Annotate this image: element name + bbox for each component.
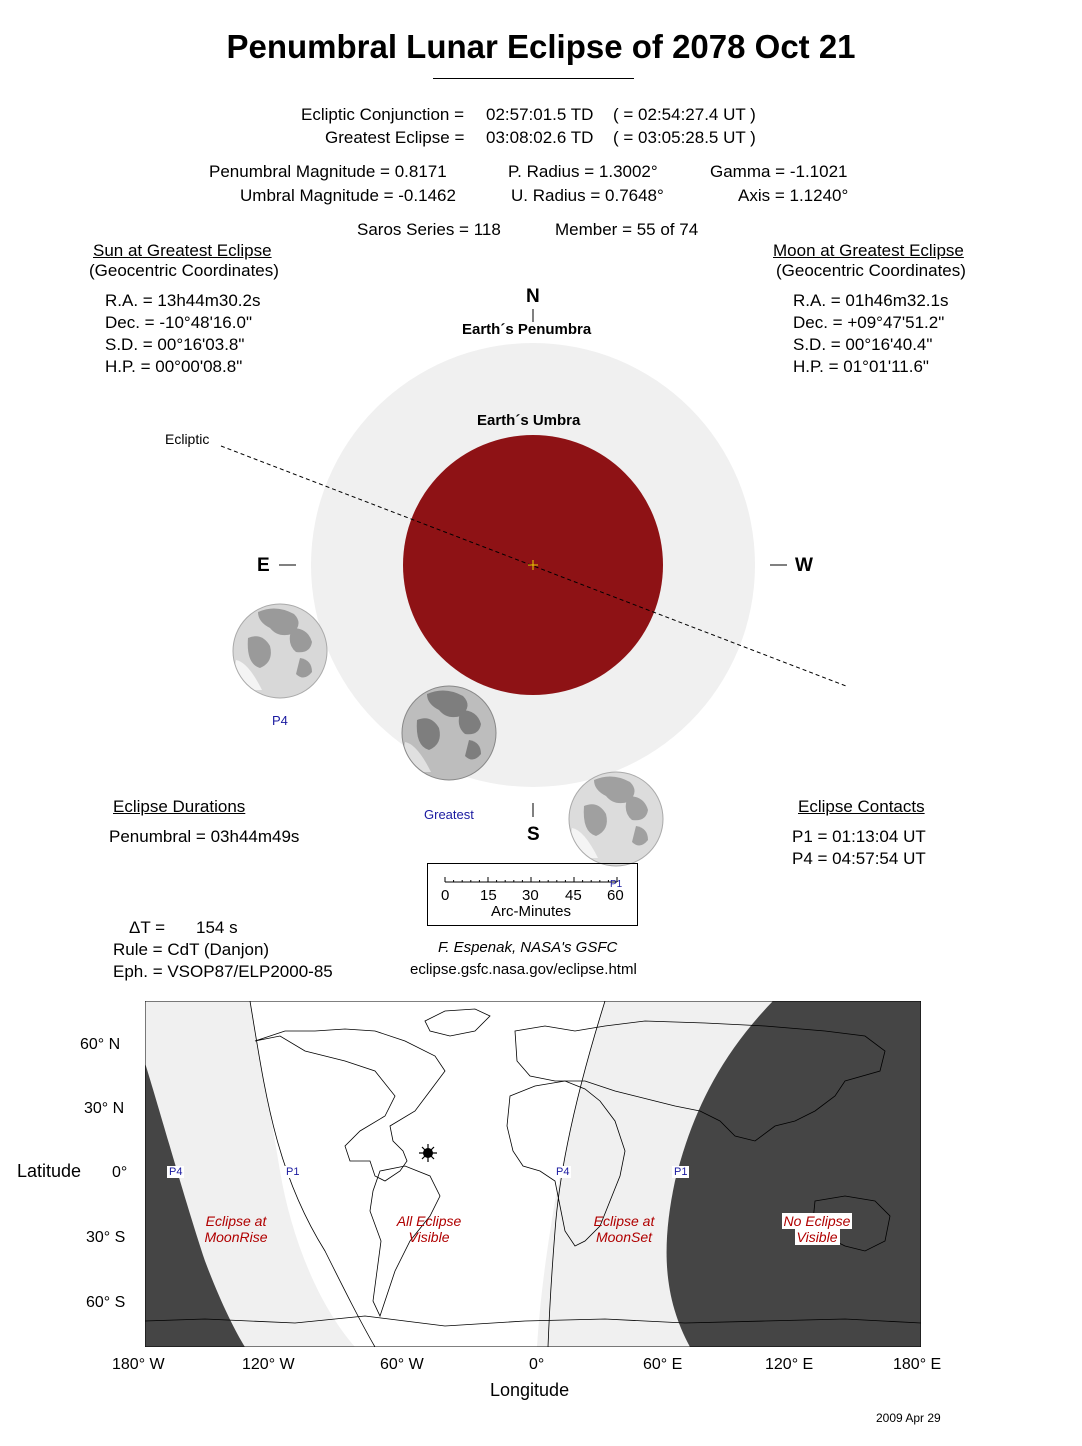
map-p4-west: P4 [169, 1166, 183, 1178]
sun-heading: Sun at Greatest Eclipse [93, 241, 272, 260]
contact-p1: P1 = 01:13:04 UT [792, 827, 926, 846]
lon-tick-60w: 60° W [380, 1356, 424, 1373]
moon-sd: S.D. = 00°16'40.4" [793, 335, 933, 354]
umbral-magnitude: Umbral Magnitude = -0.1462 [240, 186, 456, 205]
scale-tick-60: 60 [607, 887, 624, 904]
zone-label-moonset: Eclipse at MoonSet [593, 1213, 655, 1245]
scale-box [427, 863, 638, 926]
lon-tick-120e: 120° E [765, 1356, 814, 1373]
durations-heading: Eclipse Durations [113, 797, 246, 816]
lon-tick-120w: 120° W [242, 1356, 295, 1373]
map-p4-east: P4 [556, 1166, 570, 1178]
conjunction-label: Ecliptic Conjunction = [301, 105, 465, 124]
scale-label: Arc-Minutes [491, 903, 572, 920]
axis: Axis = 1.1240° [738, 186, 849, 205]
map-xlabel: Longitude [490, 1380, 570, 1400]
lat-tick-30s: 30° S [86, 1229, 126, 1246]
lat-tick-0: 0° [112, 1164, 128, 1181]
scale-tick-15: 15 [480, 887, 497, 904]
zone-label-none: No Eclipse Visible [783, 1213, 851, 1245]
scale-tick-45: 45 [565, 887, 582, 904]
lon-tick-0: 0° [529, 1356, 545, 1373]
sun-subheading: (Geocentric Coordinates) [89, 261, 279, 280]
delta-t-value: 154 s [196, 918, 238, 937]
moon-heading: Moon at Greatest Eclipse [773, 241, 964, 260]
penumbra-label: Earth´s Penumbra [462, 321, 592, 338]
lon-tick-180w: 180° W [112, 1356, 165, 1373]
greatest-td: 03:08:02.6 TD [486, 128, 594, 147]
conjunction-td: 02:57:01.5 TD [486, 105, 594, 124]
moon-hp: H.P. = 01°01'11.6" [793, 357, 929, 376]
lat-tick-30n: 30° N [84, 1100, 125, 1117]
moon-ra: R.A. = 01h46m32.1s [793, 291, 949, 310]
zone-label-visible: All Eclipse Visible [396, 1213, 462, 1245]
penumbral-duration: Penumbral = 03h44m49s [109, 827, 300, 846]
lon-tick-180e: 180° E [893, 1356, 942, 1373]
title-underline [433, 78, 634, 79]
map-p1-east: P1 [674, 1166, 688, 1178]
moon-p1 [568, 772, 663, 866]
generation-date: 2009 Apr 29 [876, 1411, 941, 1425]
sun-sd: S.D. = 00°16'03.8" [105, 335, 245, 354]
sun-ra: R.A. = 13h44m30.2s [105, 291, 261, 310]
south-label: S [527, 824, 540, 845]
page-title: Penumbral Lunar Eclipse of 2078 Oct 21 [226, 28, 856, 65]
conjunction-ut: ( = 02:54:27.4 UT ) [613, 105, 756, 124]
zone-label-moonrise: Eclipse at MoonRise [204, 1213, 268, 1245]
delta-t-label: ΔT = [129, 918, 166, 937]
umbra-radius: U. Radius = 0.7648° [511, 186, 664, 205]
north-label: N [526, 286, 540, 307]
sun-hp: H.P. = 00°00'08.8" [105, 357, 243, 376]
umbra-label: Earth´s Umbra [477, 412, 581, 429]
sun-dec: Dec. = -10°48'16.0" [105, 313, 252, 332]
penumbral-magnitude: Penumbral Magnitude = 0.8171 [209, 162, 447, 181]
greatest-ut: ( = 03:05:28.5 UT ) [613, 128, 756, 147]
lat-tick-60n: 60° N [80, 1036, 121, 1053]
moon-subheading: (Geocentric Coordinates) [776, 261, 966, 280]
p4-moon-label: P4 [272, 713, 288, 728]
moon-greatest [401, 686, 496, 780]
map-ylabel: Latitude [17, 1161, 82, 1181]
ephemeris: Eph. = VSOP87/ELP2000-85 [113, 962, 333, 981]
penumbra-radius: P. Radius = 1.3002° [508, 162, 658, 181]
moon-p4 [232, 604, 327, 698]
rule: Rule = CdT (Danjon) [113, 940, 270, 959]
saros-member: Member = 55 of 74 [555, 220, 699, 239]
lon-tick-60e: 60° E [643, 1356, 683, 1373]
contact-p4: P4 = 04:57:54 UT [792, 849, 926, 868]
map-p1-west: P1 [286, 1166, 300, 1178]
ecliptic-label: Ecliptic [165, 431, 210, 447]
east-label: E [257, 555, 270, 576]
saros-series: Saros Series = 118 [357, 220, 501, 239]
greatest-moon-label: Greatest [424, 807, 474, 822]
greatest-label: Greatest Eclipse = [325, 128, 465, 147]
gamma: Gamma = -1.1021 [710, 162, 848, 181]
p1-moon-label: P1 [610, 879, 623, 890]
scale-tick-30: 30 [522, 887, 539, 904]
credit: F. Espenak, NASA's GSFC [438, 939, 618, 956]
source-url: eclipse.gsfc.nasa.gov/eclipse.html [410, 961, 637, 978]
lat-tick-60s: 60° S [86, 1294, 126, 1311]
visibility-map [145, 1001, 921, 1347]
west-label: W [795, 555, 813, 576]
moon-dec: Dec. = +09°47'51.2" [793, 313, 945, 332]
eclipse-diagram [0, 280, 1082, 880]
contacts-heading: Eclipse Contacts [798, 797, 925, 816]
scale-tick-0: 0 [441, 887, 450, 904]
